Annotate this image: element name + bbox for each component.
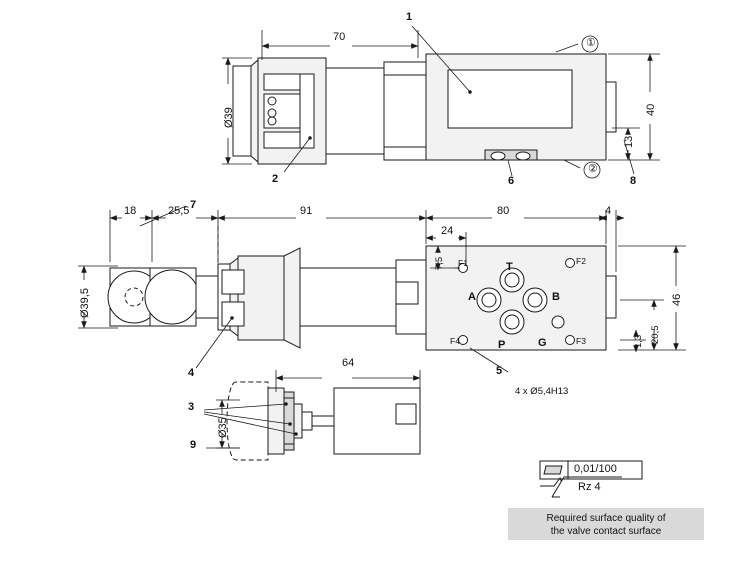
- flatness-value: 0,01/100: [574, 463, 617, 475]
- dim-label-24: 24: [441, 225, 454, 237]
- dim-18: [110, 210, 152, 262]
- port-label-T: T: [506, 261, 513, 273]
- roughness-value: Rz 4: [578, 481, 601, 493]
- top-view-coil: [233, 58, 326, 164]
- surface-caption-line1: Required surface quality of: [546, 513, 666, 524]
- port-label-F3: F3: [576, 336, 586, 346]
- dim-25-5: [152, 210, 218, 262]
- side-view-tube: [300, 260, 426, 334]
- callout-7: 7: [190, 199, 197, 211]
- top-view-body-tube: [326, 62, 426, 160]
- port-label-F2: F2: [576, 256, 586, 266]
- dim-label-20-5: 20,5: [650, 325, 661, 344]
- dim-label-91: 91: [300, 205, 313, 217]
- bottom-view: [227, 382, 420, 460]
- hole-note: 4 x Ø5,4H13: [515, 386, 569, 397]
- port-label-P: P: [498, 339, 506, 351]
- dim-label-7-5: 7,5: [434, 256, 445, 270]
- dim-label-18: 18: [124, 205, 137, 217]
- port-label-A: A: [468, 291, 476, 303]
- dim-label-dia35: Ø35: [217, 417, 229, 438]
- callout-9: 9: [190, 439, 197, 451]
- callout-6: 6: [508, 175, 515, 187]
- dim-label-46: 46: [671, 293, 683, 306]
- callout-1: 1: [406, 11, 413, 23]
- dim-label-40: 40: [645, 103, 657, 116]
- circled-callout-1: ①: [586, 37, 596, 49]
- side-view-bracket: [108, 268, 218, 326]
- dim-label-80: 80: [497, 205, 510, 217]
- port-label-F1: F1: [458, 258, 468, 268]
- surface-caption-line2: the valve contact surface: [550, 526, 662, 537]
- side-view-valve-face: [426, 246, 616, 350]
- callout-8: 8: [630, 175, 637, 187]
- callout-5: 5: [496, 365, 503, 377]
- circled-callout-2: ②: [588, 163, 598, 175]
- leader-6: [508, 160, 512, 176]
- port-label-F4: F4: [450, 336, 460, 346]
- callout-4: 4: [188, 367, 195, 379]
- dim-label-25-5: 25,5: [168, 205, 190, 217]
- dim-label-1-3: 1,3: [633, 334, 644, 348]
- callout-3: 3: [188, 401, 195, 413]
- leader-5: [470, 348, 508, 372]
- port-label-G: G: [538, 337, 547, 349]
- callout-2: 2: [272, 173, 279, 185]
- dim-label-70: 70: [333, 31, 346, 43]
- side-view-coil: [218, 248, 300, 348]
- dim-label-4: 4: [605, 205, 612, 217]
- dim-91: [218, 210, 426, 244]
- dim-label-dia39: Ø39: [223, 107, 235, 128]
- top-view-valve-block: [426, 54, 616, 160]
- port-label-B: B: [552, 291, 560, 303]
- dim-label-64: 64: [342, 357, 355, 369]
- dim-label-dia39-5: Ø39,5: [79, 288, 91, 318]
- dim-label-13: 13: [623, 135, 635, 148]
